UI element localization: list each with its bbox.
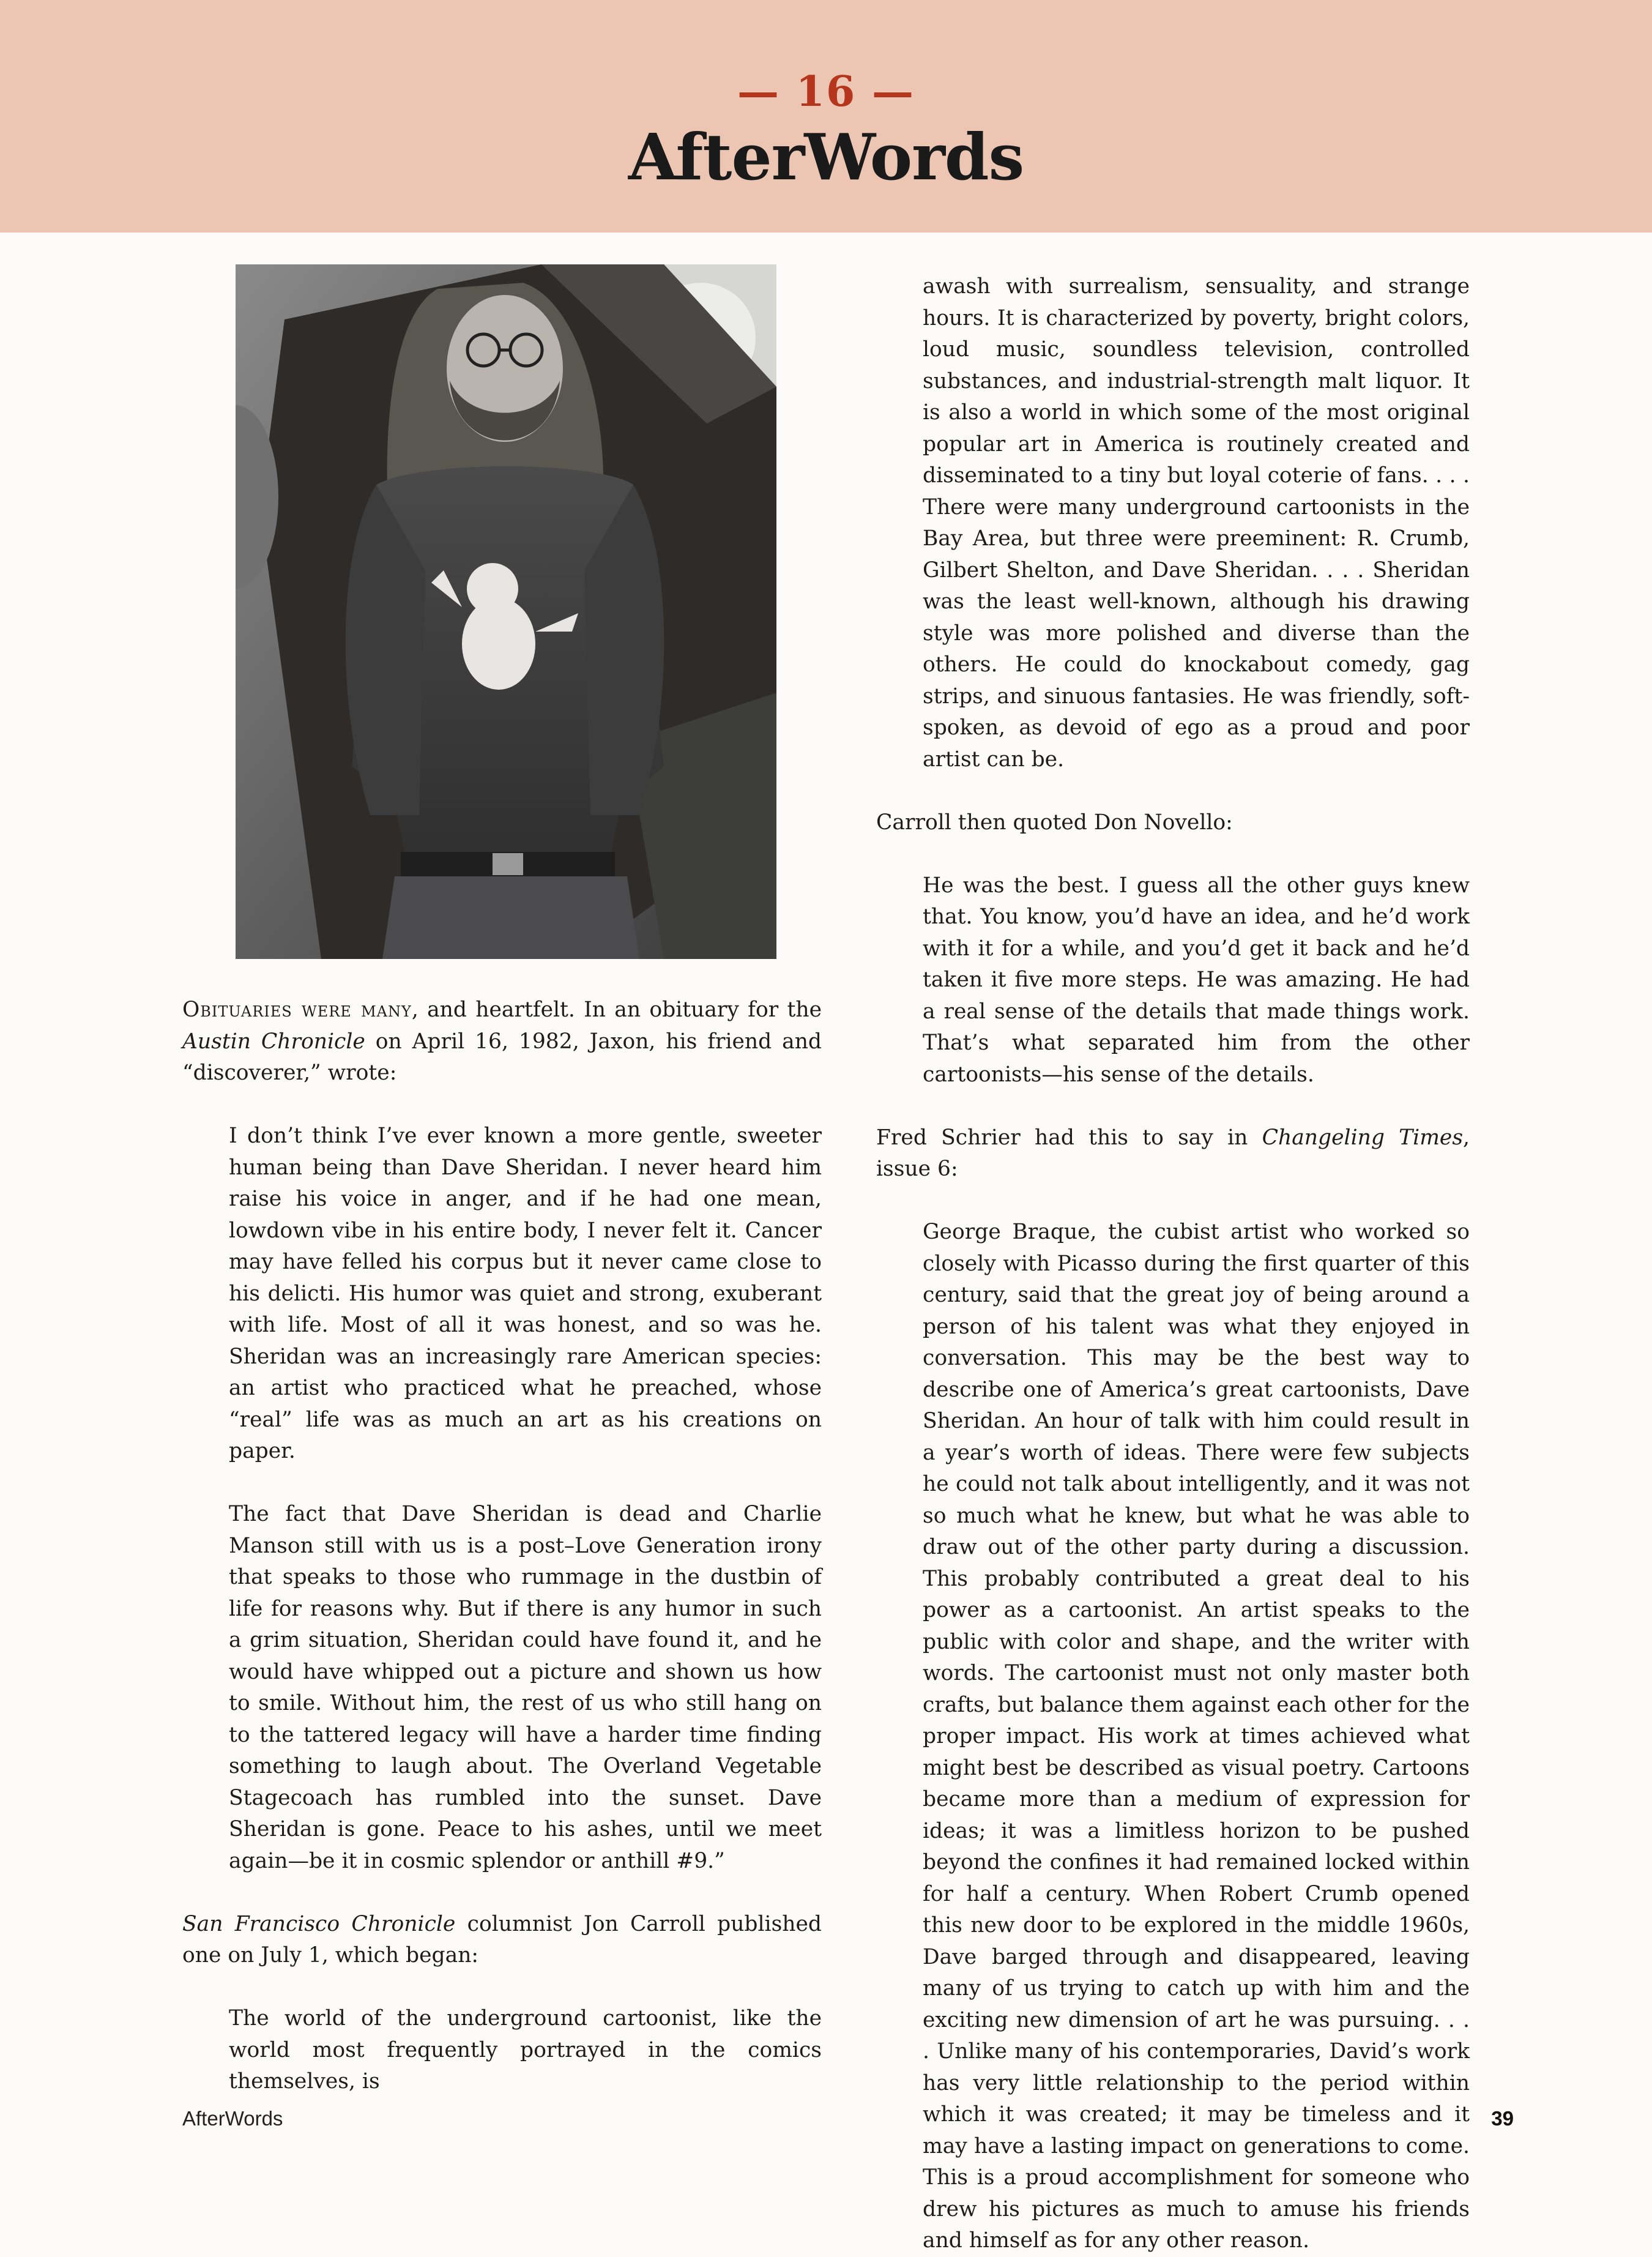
jaxon-quote-2: The fact that Dave Sheridan is dead and Charlie Manson still with us is a post–Love Generation irony that speaks to those who rummage in the dustbin of life for reasons why. But if there is any humor in such a grim situation, Sheridan could have found it, and he would have whipped out a picture and shown us how to smile. Without him, the rest of us who still hang on to the tattered legacy will have a harder time finding something to laugh about. The Overland Vegetable Stagecoach has rumbled into the sunset. Dave Sheridan is gone. Peace to his ashes, until we meet again—be it in cosmic splendor or anthill #9.” bbox=[229, 1502, 822, 1873]
page-number: 39 bbox=[1491, 2107, 1514, 2130]
novello-quote: He was the best. I guess all the other guys knew that. You know, you’d have an idea, and he’d work with it for a while, and you’d get it back and he’d taken it five more steps. He was amazing. He had a real sense of the details that made things work. That’s what separated him from the other cartoonists—his sense of the details. bbox=[923, 873, 1470, 1087]
novello-intro: Carroll then quoted Don Novello: bbox=[876, 810, 1233, 835]
carroll-quote-continued: awash with surrealism, sensuality, and strange hours. It is characterized by poverty, bright colors, loud music, soundless television, controlled substances, and industrial-strength malt liquor. It is also a world in which some of the most original popular art in America is routinely created and disseminated to a tiny but loyal coterie of fans. . . . There were many underground cartoonists in the Bay Area, but three were preeminent: R. Crumb, Gilbert Shelton, and Dave Sheridan. . . . Sheridan was the least well-known, although his drawing style was more polished and diverse than the others. He could do knockabout comedy, gag strips, and sinuous fantasies. He was friendly, soft-spoken, as devoid of ego as a proud and poor artist can be. bbox=[923, 274, 1470, 772]
left-column bbox=[182, 994, 822, 2098]
intro-lead: Obituaries were many bbox=[182, 998, 412, 1022]
chapter-header bbox=[0, 0, 1652, 233]
carroll-publication: San Francisco Chronicle bbox=[182, 1911, 456, 1936]
intro-publication: Austin Chronicle bbox=[182, 1029, 365, 1054]
intro-text-2: on April 16, 1982, Jaxon, his friend and “discoverer,” wrote: bbox=[182, 1029, 822, 1085]
portrait-photo bbox=[236, 264, 776, 959]
schrier-publication: Changeling Times bbox=[1262, 1125, 1464, 1150]
intro-text: , and heartfelt. In an obituary for the bbox=[411, 998, 822, 1022]
schrier-quote: George Braque, the cubist artist who worked so closely with Picasso during the first quarter of this century, said that the great joy of being around a person of his talent was what they enjoyed in conversation. This may be the best way to describe one of America’s great cartoonists, Dave Sheridan. An hour of talk with him could result in a year’s worth of ideas. There were few subjects he could not talk about intelligently, and it was not so much what he knew, but what he was able to draw out of the other party during a discussion. This probably contributed a great deal to his power as a cartoonist. An artist speaks to the public with color and shape, and the writer with words. The cartoonist must not only master both crafts, but balance them against each other for the proper impact. His work at times achieved what might best be described as visual poetry. Cartoons became more than a medium of expression for ideas; it was a limitless horizon to be pushed beyond the confines it had remained locked within for half a century. When Robert Crumb opened this new door to be explored in the middle 1960s, Dave barged through and disappeared, leaving many of us trying to catch up with him and the exciting new dimension of art he was pursuing. . . . Unlike many of his contemporaries, David’s work has very little relationship to the period within which it was created; it may be timeless and it may have a lasting impact on generations to come. This is a proud accomplishment for someone who drew his pictures as much to amuse his friends and himself as for any other reason. bbox=[923, 1220, 1470, 2253]
chapter-title: AfterWords bbox=[628, 119, 1024, 195]
schrier-intro bbox=[876, 1122, 1470, 1185]
schrier-intro-text-2: , issue 6: bbox=[876, 1125, 1470, 1181]
intro-paragraph bbox=[182, 994, 822, 1089]
running-title: AfterWords bbox=[182, 2107, 283, 2130]
schrier-intro-text: Fred Schrier had this to say in bbox=[876, 1125, 1262, 1150]
carroll-quote-start: The world of the underground cartoonist, like the world most frequently portrayed in the comics themselves, is bbox=[229, 2006, 822, 2094]
carroll-intro bbox=[182, 1909, 822, 1972]
jaxon-quote-1: I don’t think I’ve ever known a more gentle, sweeter human being than Dave Sheridan. I never heard him raise his voice in anger, and if he had one mean, lowdown vibe in his entire body, I never felt it. Cancer may have felled his corpus but it never came close to his delicti. His humor was quiet and strong, exuberant with life. Most of all it was honest, and so was he. Sheridan was an increasingly rare American species: an artist who practiced what he preached, whose “real” life was as much an art as his creations on paper. bbox=[229, 1124, 822, 1463]
chapter-number: — 16 — bbox=[737, 67, 915, 116]
carroll-intro-text: columnist Jon Carroll published one on July 1, which began: bbox=[182, 1911, 822, 1968]
right-column bbox=[876, 271, 1470, 2257]
